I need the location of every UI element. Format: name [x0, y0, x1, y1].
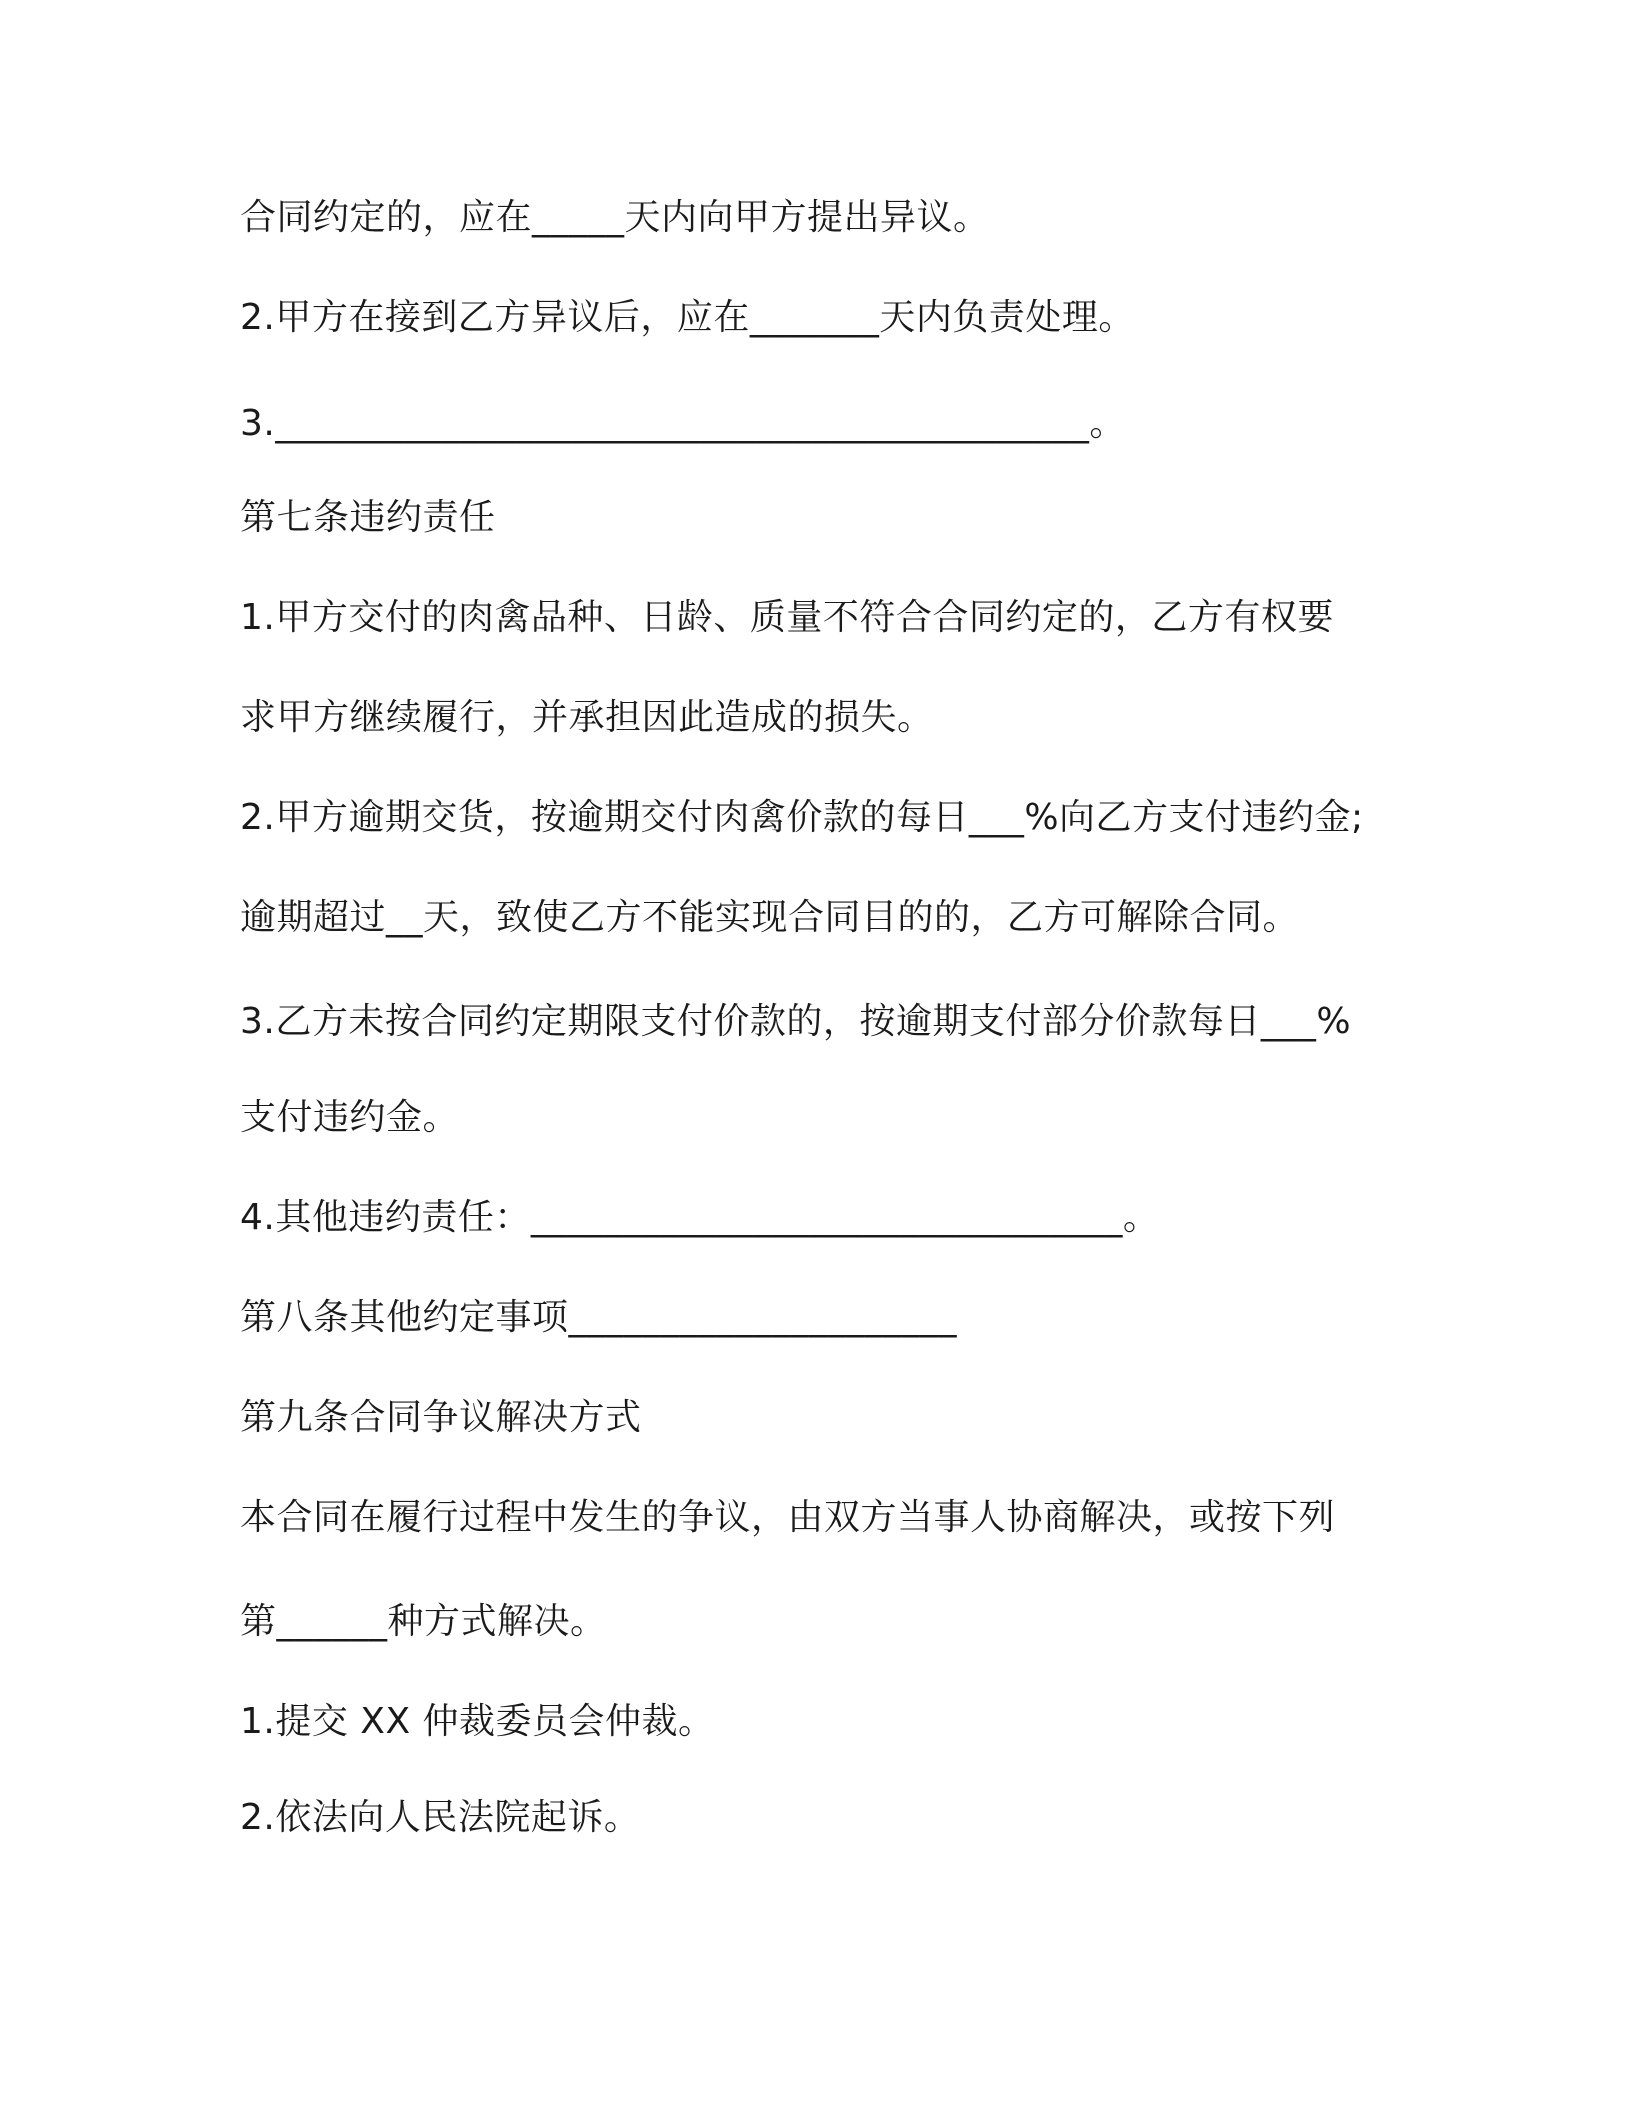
clause-7-2-line-2: 逾期超过__天，致使乙方不能实现合同目的的，乙方可解除合同。 — [240, 897, 1300, 938]
article-9-text-line-2: 第______种方式解决。 — [240, 1601, 607, 1642]
clause-7-1-line-2: 求甲方继续履行，并承担因此造成的损失。 — [240, 697, 934, 738]
clause-6-3: 3.____________________________________________。 — [240, 403, 1126, 444]
clause-7-3-line-1: 3.乙方未按合同约定期限支付价款的，按逾期支付部分价款每日___% — [240, 1001, 1352, 1042]
clause-7-3-line-2: 支付违约金。 — [240, 1097, 460, 1138]
article-9-text-line-1: 本合同在履行过程中发生的争议，由双方当事人协商解决，或按下列 — [240, 1497, 1336, 1538]
clause-7-1-line-1: 1.甲方交付的肉禽品种、日龄、质量不符合合同约定的，乙方有权要 — [240, 597, 1334, 638]
clause-7-4: 4.其他违约责任：________________________________。 — [240, 1197, 1160, 1238]
clause-7-2-line-1: 2.甲方逾期交货，按逾期交付肉禽价款的每日___%向乙方支付违约金; — [240, 797, 1364, 838]
article-9-heading: 第九条合同争议解决方式 — [240, 1397, 642, 1438]
clause-6-2: 2.甲方在接到乙方异议后，应在_______天内负责处理。 — [240, 297, 1135, 338]
article-7-heading: 第七条违约责任 — [240, 497, 496, 538]
article-8-heading: 第八条其他约定事项_____________________ — [240, 1297, 958, 1338]
clause-6-1-continuation: 合同约定的，应在_____天内向甲方提出异议。 — [240, 197, 990, 238]
article-9-option-1: 1.提交 XX 仲裁委员会仲裁。 — [240, 1701, 715, 1742]
article-9-option-2: 2.依法向人民法院起诉。 — [240, 1797, 641, 1838]
